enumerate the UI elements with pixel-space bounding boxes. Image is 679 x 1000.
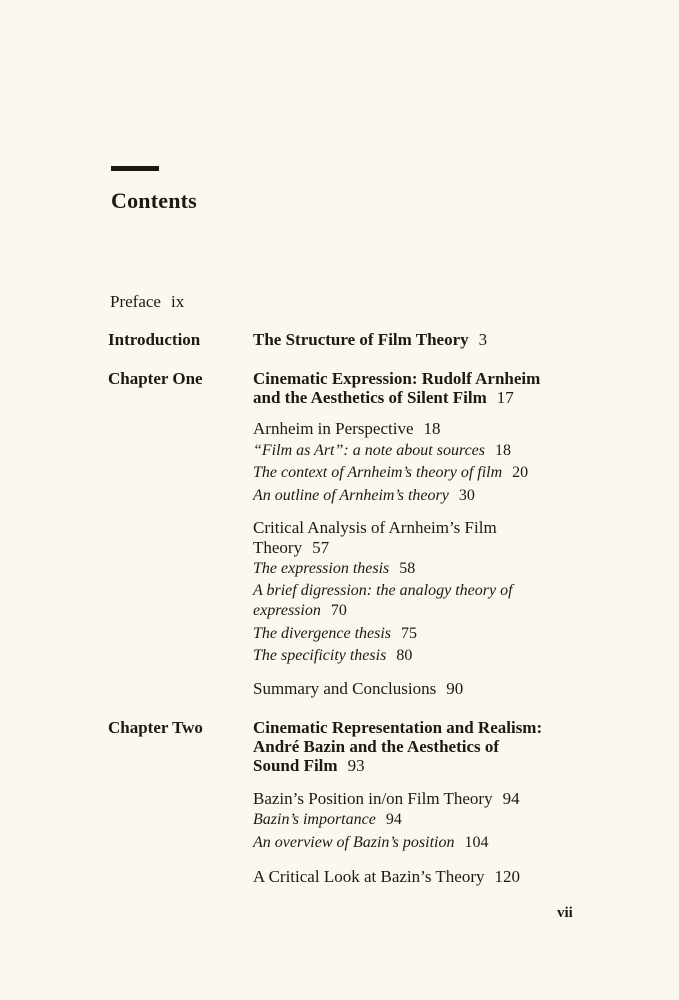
section-title: Bazin’s Position in/on Film Theory xyxy=(253,789,493,808)
page-number: 58 xyxy=(399,560,416,577)
page-number: 17 xyxy=(496,388,514,407)
page-number: 120 xyxy=(494,867,521,886)
section-title-line: Theory xyxy=(253,538,303,557)
chapter-label-one: Chapter One xyxy=(108,369,203,388)
toc-section xyxy=(253,419,441,439)
part-label-introduction: Introduction xyxy=(108,330,201,349)
toc-subsection xyxy=(253,602,347,620)
page-folio: vii xyxy=(557,905,573,921)
chapter-title-line: Cinematic Representation and Realism: xyxy=(253,718,543,737)
subsection-title: An overview of Bazin’s position xyxy=(253,834,455,851)
page-number: 20 xyxy=(512,464,529,481)
toc-section xyxy=(253,789,520,809)
page-number: 75 xyxy=(401,625,418,642)
toc-subsection xyxy=(253,625,417,643)
page-number: 94 xyxy=(385,811,402,828)
subsection-title-line: expression xyxy=(253,602,321,619)
toc-subsection xyxy=(253,487,475,505)
page-number: 18 xyxy=(495,442,512,459)
chapter-label-two: Chapter Two xyxy=(108,718,203,737)
toc-subsection xyxy=(253,834,488,852)
subsection-title: The expression thesis xyxy=(253,560,390,577)
toc-entry-chapter-two xyxy=(253,756,365,776)
section-title: Summary and Conclusions xyxy=(253,679,437,698)
subsection-title: An outline of Arnheim’s theory xyxy=(253,487,449,504)
page-title: Contents xyxy=(111,188,197,213)
page-number: 70 xyxy=(330,602,347,619)
toc-entry-chapter-one xyxy=(253,388,514,408)
toc-entry-introduction xyxy=(253,330,487,350)
page-number: 3 xyxy=(478,330,488,349)
subsection-title: The specificity thesis xyxy=(253,647,387,664)
toc-section xyxy=(253,538,329,558)
chapter-title-line: Cinematic Expression: Rudolf Arnheim xyxy=(253,369,541,388)
toc-section xyxy=(253,867,520,887)
page-number: 57 xyxy=(312,538,330,557)
page-number: 93 xyxy=(347,756,365,775)
page-number: 30 xyxy=(458,487,475,504)
toc-subsection xyxy=(253,464,528,482)
section-title: A Critical Look at Bazin’s Theory xyxy=(253,867,485,886)
toc-subsection xyxy=(253,442,511,460)
decorative-rule xyxy=(111,166,159,171)
page-number: ix xyxy=(170,292,185,311)
subsection-title-line: A brief digression: the analogy theory of xyxy=(253,582,513,599)
toc-subsection xyxy=(253,647,412,665)
toc-section xyxy=(253,679,463,699)
section-title-line: Critical Analysis of Arnheim’s Film xyxy=(253,518,497,537)
chapter-title-line: André Bazin and the Aesthetics of xyxy=(253,737,500,756)
chapter-title-line: Sound Film xyxy=(253,756,338,775)
page-number: 90 xyxy=(446,679,464,698)
section-title: Arnheim in Perspective xyxy=(253,419,414,438)
page-number: 94 xyxy=(502,789,520,808)
page-number: 104 xyxy=(464,834,489,851)
subsection-title: “Film as Art”: a note about sources xyxy=(253,442,486,459)
entry-title: The Structure of Film Theory xyxy=(253,330,469,349)
chapter-title-line: and the Aesthetics of Silent Film xyxy=(253,388,487,407)
page-number: 18 xyxy=(423,419,441,438)
subsection-title: Bazin’s importance xyxy=(253,811,376,828)
toc-subsection xyxy=(253,811,402,829)
toc-entry-preface xyxy=(110,292,184,312)
page-number: 80 xyxy=(396,647,413,664)
subsection-title: The context of Arnheim’s theory of film xyxy=(253,464,503,481)
subsection-title: The divergence thesis xyxy=(253,625,392,642)
toc-subsection xyxy=(253,560,415,578)
entry-label: Preface xyxy=(110,292,161,311)
